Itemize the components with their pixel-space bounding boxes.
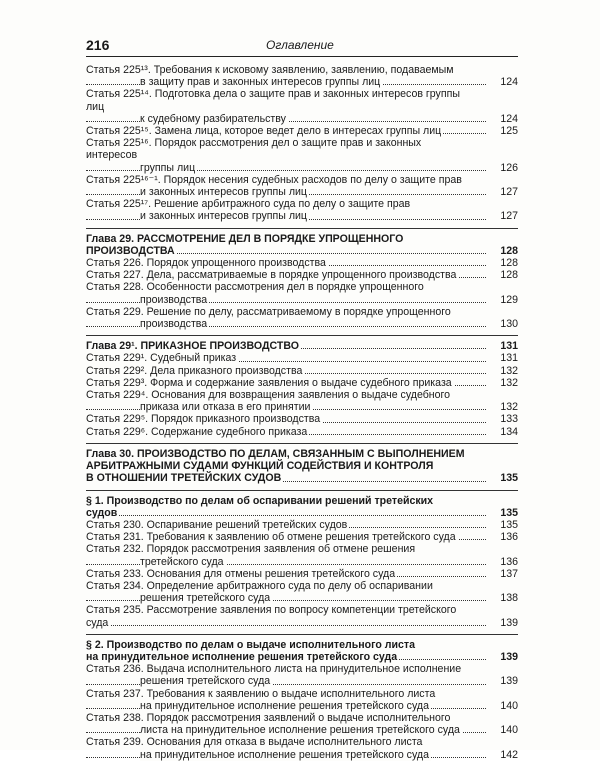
toc-page-number: 139 [500,650,518,663]
page-header [86,36,518,57]
toc-entry [86,306,518,330]
table-of-contents [86,64,518,761]
section-divider [86,335,518,336]
toc-entry [86,736,518,760]
toc-entry-text: в защиту прав и законных интересов группы лиц [140,76,381,89]
toc-entry [86,174,518,198]
toc-page-number: 140 [500,699,518,712]
toc-page-number: 139 [500,675,518,688]
toc-entry-text: приказа или отказа в его принятии [140,401,311,414]
toc-entry [86,125,518,137]
toc-page-number: 127 [500,210,518,223]
toc-page-number: 128 [500,269,518,282]
toc-entry-text: Глава 29¹. ПРИКАЗНОЕ ПРОИЗВОДСТВО [86,340,300,353]
toc-entry [86,281,518,305]
page-number: 216 [86,37,110,53]
toc-entry-text: листа на принудительное исполнение решения третейского суда [140,724,460,737]
toc-entry-text: решения третейского суда [140,675,271,688]
toc-entry [86,352,518,364]
toc-entry [86,198,518,222]
toc-entry-text: Глава 30. ПРОИЗВОДСТВО ПО ДЕЛАМ, СВЯЗАННЫМ С ВЫПОЛНЕНИЕМ [86,447,465,460]
toc-page-number: 129 [500,293,518,306]
toc-entry-text: и законных интересов группы лиц [140,186,307,199]
toc-entry-text: на принудительное исполнение решения третейского суда [140,748,429,761]
toc-entry-text: ПРОИЗВОДСТВА [86,244,175,257]
toc-entry [86,257,518,269]
toc-page-number: 125 [500,125,518,138]
toc-page-number: 142 [500,748,518,761]
toc-entry-text: Статья 235. Рассмотрение заявления по вопросу компетенции третейского суда [86,604,457,629]
toc-page-number: 133 [500,413,518,426]
toc-entry-text: и законных интересов группы лиц [140,210,307,223]
toc-entry [86,377,518,389]
toc-entry [86,426,518,438]
toc-page-number: 135 [500,472,518,485]
toc-page-number: 138 [500,592,518,605]
toc-entry-text: Статья 229. Решение по делу, рассматриваемому в порядке упрощенного [86,305,451,318]
toc-entry-text: Статья 225¹⁶⁻¹. Порядок несения судебных расходов по делу о защите прав [86,173,462,186]
toc-entry [86,568,518,580]
toc-entry [86,519,518,531]
toc-entry-text: Статья 226. Порядок упрощенного производства [86,257,326,270]
toc-entry-text: Статья 229³. Форма и содержание заявления о выдаче судебного приказа [86,376,452,389]
toc-page-number: 131 [500,340,518,353]
toc-page-number: 127 [500,186,518,199]
toc-page-number: 126 [500,161,518,174]
toc-page-number: 136 [500,555,518,568]
toc-page-number: 128 [500,244,518,257]
toc-entry-text: Статья 237. Требования к заявлению о выдаче исполнительного листа [86,687,436,700]
toc-entry-text: Статья 233. Основания для отмены решения третейского суда [86,567,396,580]
toc-entry-text: § 2. Производство по делам о выдаче исполнительного листа [86,638,415,651]
toc-entry [86,531,518,543]
section-divider [86,634,518,635]
toc-entry-text: производства [140,318,208,331]
toc-entry-text: третейского суда [140,555,224,568]
toc-entry-text: решения третейского суда [140,592,271,605]
toc-entry-text: Статья 229². Дела приказного производства [86,364,303,377]
toc-entry-text: Статья 231. Требования к заявлению об отмене решения третейского суда [86,531,456,544]
toc-page-number: 131 [500,352,518,365]
toc-entry [86,663,518,687]
toc-entry-text: Статья 227. Дела, рассматриваемые в порядке упрощенного производства [86,269,457,282]
toc-entry [86,64,518,88]
toc-entry [86,580,518,604]
toc-entry [86,712,518,736]
toc-entry-text: § 1. Производство по делам об оспаривании решений третейских судов [86,494,434,519]
toc-entry-text: Статья 225¹⁷. Решение арбитражного суда по делу о защите прав [86,198,411,211]
toc-section-heading [86,639,518,663]
toc-page-number: 128 [500,257,518,270]
toc-entry-text: Статья 238. Порядок рассмотрения заявлений о выдаче исполнительного [86,711,451,724]
toc-page-number: 140 [500,724,518,737]
toc-entry-text: Статья 234. Определение арбитражного суда по делу об оспаривании [86,579,433,592]
toc-page-number: 136 [500,531,518,544]
toc-entry-text: группы лиц [140,161,196,174]
toc-page-number: 132 [500,364,518,377]
toc-page-number: 132 [500,401,518,414]
toc-entry-text: Статья 230. Оспаривание решений третейских судов [86,518,348,531]
toc-entry-text: Статья 239. Основания для отказа в выдаче исполнительного листа [86,736,423,749]
toc-entry-text: Статья 229⁵. Порядок приказного производства [86,413,321,426]
toc-page-number: 135 [500,518,518,531]
toc-entry-text: Статья 225¹⁶. Порядок рассмотрения дел о защите прав и законных интересов [86,137,422,162]
toc-entry [86,543,518,567]
running-title: Оглавление [266,38,334,52]
toc-entry-text: Глава 29. РАССМОТРЕНИЕ ДЕЛ В ПОРЯДКЕ УПРОЩЕННОГО [86,232,404,245]
toc-entry [86,269,518,281]
toc-chapter-heading [86,233,518,257]
toc-entry [86,365,518,377]
toc-page-number: 135 [500,506,518,519]
leader-dots [86,625,486,626]
toc-chapter-heading [86,448,518,485]
toc-entry-text: АРБИТРАЖНЫМИ СУДАМИ ФУНКЦИЙ СОДЕЙСТВИЯ И КОНТРОЛЯ [86,460,434,473]
toc-entry [86,137,518,174]
toc-entry-text: Статья 229⁶. Содержание судебного приказа [86,425,308,438]
toc-page-number: 137 [500,567,518,580]
toc-entry-text: на принудительное исполнение решения третейского суда [86,650,398,663]
toc-entry-text: производства [140,293,208,306]
toc-entry-text: Статья 229⁴. Основания для возвращения заявления о выдаче судебного [86,389,451,402]
section-divider [86,443,518,444]
toc-entry-text: Статья 225¹⁵. Замена лица, которое ведет дело в интересах группы лиц [86,125,442,138]
toc-entry-text: Статья 229¹. Судебный приказ [86,352,237,365]
toc-chapter-heading [86,340,518,352]
toc-entry-text: на принудительное исполнение решения третейского суда [140,699,429,712]
toc-entry-text: Статья 225¹³. Требования к исковому заявлению, заявлению, подаваемым [86,64,454,76]
toc-entry-text: Статья 228. Особенности рассмотрения дел в порядке упрощенного [86,281,424,294]
section-divider [86,228,518,229]
toc-entry-text: В ОТНОШЕНИИ ТРЕТЕЙСКИХ СУДОВ [86,472,282,485]
toc-section-heading [86,495,518,519]
toc-entry [86,389,518,413]
section-divider [86,490,518,491]
toc-page-number: 124 [500,76,518,89]
toc-entry [86,88,518,125]
toc-entry-text: к судебному разбирательству [140,112,286,125]
toc-page-number: 130 [500,318,518,331]
toc-entry [86,604,518,628]
toc-entry [86,413,518,425]
toc-page-number: 134 [500,425,518,438]
toc-page-number: 132 [500,376,518,389]
toc-entry [86,688,518,712]
toc-entry-text: Статья 236. Выдача исполнительного листа на принудительное исполнение [86,663,462,676]
toc-entry-text: Статья 232. Порядок рассмотрения заявления об отмене решения [86,543,416,556]
toc-page-number: 124 [500,112,518,125]
toc-entry-text: Статья 225¹⁴. Подготовка дела о защите прав и законных интересов группы лиц [86,88,460,113]
leader-dots [86,515,486,516]
toc-page-number: 139 [500,616,518,629]
